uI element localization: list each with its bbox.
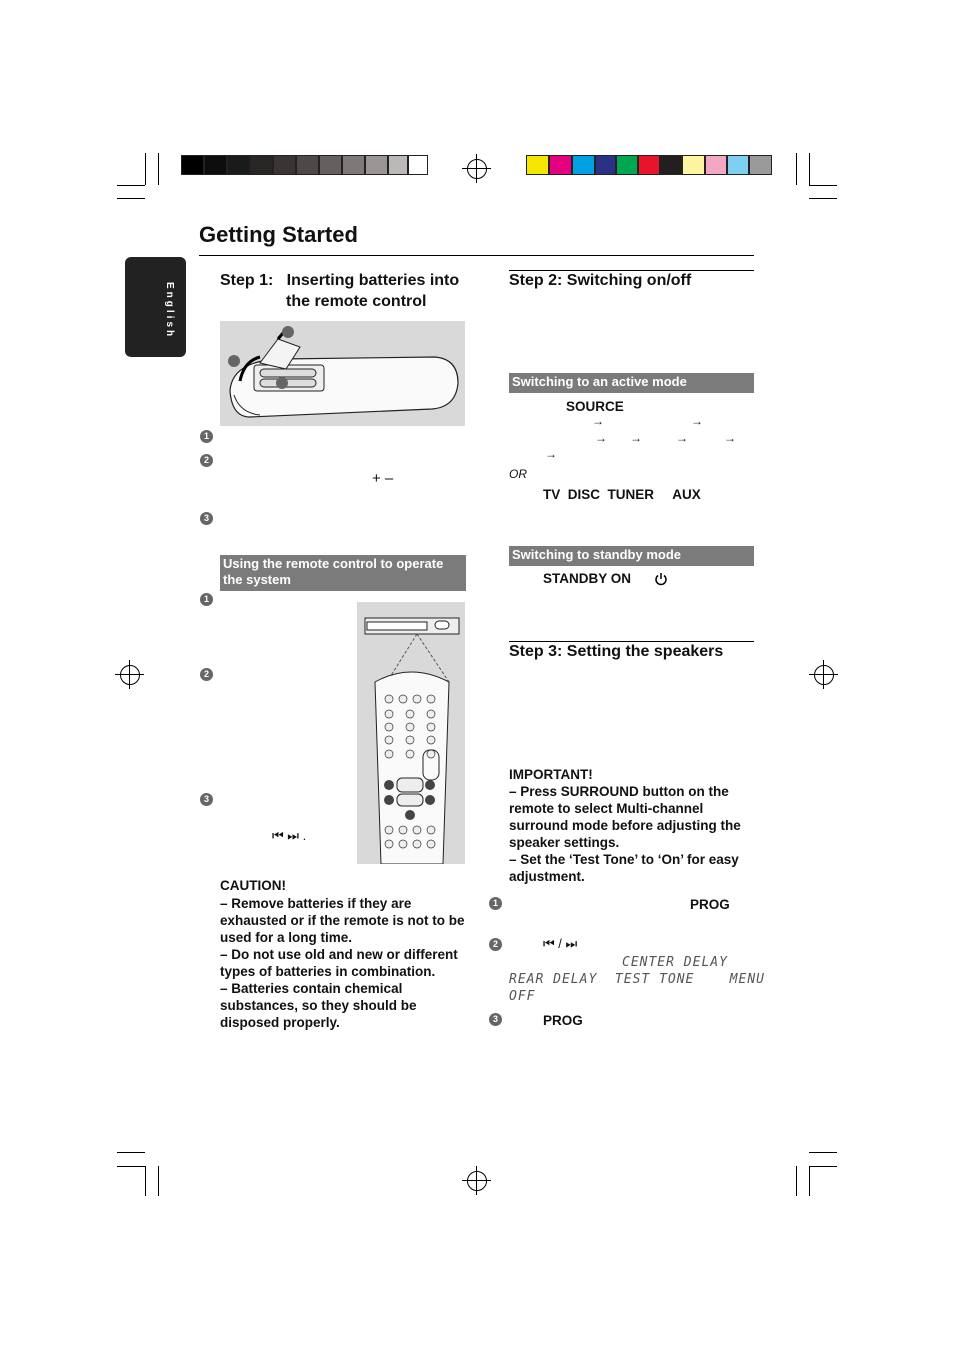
arrow: →: [592, 414, 604, 428]
arrow: →: [595, 431, 607, 445]
gray-swatch: [319, 155, 342, 175]
color-swatch: [682, 155, 705, 175]
color-swatch: [572, 155, 595, 175]
gray-swatch: [250, 155, 273, 175]
crop-mark: [809, 198, 837, 199]
lcd-center-delay: CENTER DELAY: [622, 955, 728, 970]
crop-mark: [809, 1152, 837, 1153]
crop-mark: [117, 185, 145, 186]
skip-icons: ⏮ ⏭ .: [272, 828, 307, 843]
gray-swatch: [388, 155, 408, 175]
speaker-step-number-2: 2: [489, 938, 502, 951]
crop-mark: [158, 1166, 159, 1196]
title-rule: [199, 255, 754, 256]
source-buttons: TV DISC TUNER AUX: [543, 487, 701, 502]
remote-control-bar: Using the remote control to operate the system: [220, 555, 466, 591]
skip-buttons: ⏮ / ⏭: [543, 936, 578, 951]
registration-mark-icon: [467, 1171, 487, 1191]
crop-mark: [809, 1166, 837, 1167]
color-swatch: [660, 155, 682, 175]
crop-mark: [145, 153, 146, 185]
step1-title: [220, 270, 470, 312]
source-label: SOURCE: [566, 399, 624, 414]
color-swatch: [549, 155, 572, 175]
color-swatch: [526, 155, 549, 175]
power-icon: [654, 572, 668, 586]
color-swatch: [595, 155, 616, 175]
speaker-step-number-1: 1: [489, 897, 502, 910]
gray-swatch: [296, 155, 319, 175]
crop-mark: [809, 185, 837, 186]
lcd-options: REAR DELAY TEST TONE MENU: [509, 972, 765, 987]
gray-swatch: [273, 155, 296, 175]
crop-mark: [117, 1152, 145, 1153]
crop-mark: [809, 153, 810, 185]
step1-title-line2: the remote control: [286, 293, 427, 310]
step-number-1: 1: [200, 430, 213, 443]
gray-swatch: [227, 155, 250, 175]
caution-heading: CAUTION!: [220, 878, 286, 893]
or-label: OR: [509, 467, 527, 481]
crop-mark: [145, 1166, 146, 1196]
arrow: →: [545, 447, 557, 461]
gray-swatch: [204, 155, 227, 175]
standby-label: STANDBY ON: [543, 571, 632, 586]
arrow: →: [676, 431, 688, 445]
color-swatch: [749, 155, 772, 175]
registration-mark-icon: [467, 159, 487, 179]
remote-illustration: [357, 602, 465, 864]
color-swatch: [705, 155, 727, 175]
plus-minus-symbols: + –: [372, 470, 394, 487]
gray-swatch: [181, 155, 204, 175]
gray-swatch: [408, 155, 428, 175]
arrow: →: [691, 414, 703, 428]
standby-mode-bar: Switching to standby mode: [509, 546, 754, 566]
color-swatch: [638, 155, 660, 175]
remote-step-number-1: 1: [200, 593, 213, 606]
language-tab: [125, 257, 186, 357]
lcd-off: OFF: [509, 989, 536, 1004]
important-heading: IMPORTANT!: [509, 767, 593, 782]
prog-label-2: PROG: [543, 1013, 583, 1028]
crop-mark: [809, 1166, 810, 1196]
speaker-step-number-3: 3: [489, 1013, 502, 1026]
active-mode-bar: Switching to an active mode: [509, 373, 754, 393]
battery-illustration: [220, 321, 465, 426]
arrow: →: [724, 431, 736, 445]
remote-step-number-3: 3: [200, 793, 213, 806]
color-swatch: [616, 155, 638, 175]
crop-mark: [796, 153, 797, 185]
registration-mark-icon: [814, 665, 834, 685]
page-title: Getting Started: [199, 222, 358, 247]
crop-mark: [117, 1166, 145, 1167]
step-number-2: 2: [200, 454, 213, 467]
step2-title: Step 2: Switching on/off: [509, 272, 692, 289]
prog-label-1: PROG: [690, 897, 730, 912]
step-number-3: 3: [200, 512, 213, 525]
gray-swatch: [365, 155, 388, 175]
color-swatch: [727, 155, 749, 175]
crop-mark: [117, 198, 145, 199]
step3-title: Step 3: Setting the speakers: [509, 643, 724, 660]
crop-mark: [796, 1166, 797, 1196]
remote-step-number-2: 2: [200, 668, 213, 681]
step1-title-line1: Step 1: Inserting batteries into: [220, 272, 460, 289]
gray-swatch: [342, 155, 365, 175]
arrow: →: [630, 431, 642, 445]
important-text: – Press SURROUND button on the remote to select Multi-channel surround mode before adjusting the speaker settings. – Set the ‘Test Tone’ to ‘On’ for easy adjustment.: [509, 784, 741, 884]
registration-mark-icon: [120, 665, 140, 685]
caution-text: – Remove batteries if they are exhausted or if the remote is not to be used for a long time. – Do not use old and new or different types of batteries in combination. – Batteries contain chemical substances, so they should be disposed properly.: [220, 896, 465, 1030]
crop-mark: [158, 153, 159, 185]
language-tab-label: English: [164, 282, 175, 340]
